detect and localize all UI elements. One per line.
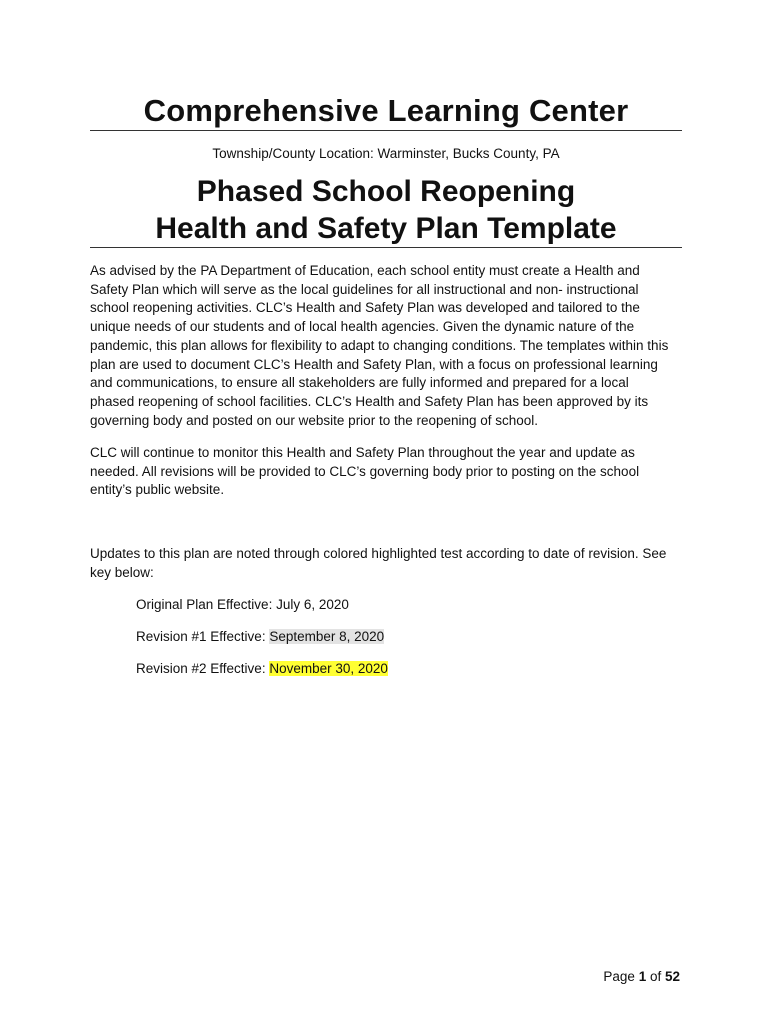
plan-title-line-1: Phased School Reopening <box>196 175 576 208</box>
revision-label: Original Plan Effective: <box>136 597 277 612</box>
revision-original <box>136 596 349 614</box>
monitoring-paragraph: CLC will continue to monitor this Health and Safety Plan throughout the year and update as needed. All revisions will be provided to CLC’s governing body prior to posting on the school entity’s public website. <box>90 445 640 498</box>
plan-title <box>90 173 682 247</box>
plan-title-line-2: Health and Safety Plan Template <box>155 212 617 245</box>
plan-title-divider <box>90 247 682 248</box>
updates-paragraph: Updates to this plan are noted through colored highlighted test according to date of revision. See key below: <box>90 546 667 580</box>
page-word: Page <box>603 969 639 984</box>
total-pages-number: 52 <box>664 969 680 984</box>
location-line: Township/County Location: Warminster, Bucks County, PA <box>212 146 560 161</box>
revision-2 <box>136 660 388 678</box>
organization-title: Comprehensive Learning Center <box>143 93 629 128</box>
revision-label: Revision #2 Effective: <box>136 661 270 676</box>
page-number-footer <box>603 968 680 986</box>
title-divider <box>90 130 682 131</box>
of-word: of <box>646 969 665 984</box>
revision-date: July 6, 2020 <box>276 597 349 612</box>
revision-date-highlighted: November 30, 2020 <box>269 661 388 676</box>
intro-paragraph: As advised by the PA Department of Education, each school entity must create a Health and Safety Plan which will serve as the local guidelines for all instructional and non- instructional school reopening activities. CLC’s Health and Safety Plan was developed and tailored to the unique needs of our students and of local health agencies. Given the dynamic nature of the pandemic, this plan allows for flexibility to adapt to changing conditions. The templates within this plan are used to document CLC’s Health and Safety Plan, with a focus on professional learning and communications, to ensure all stakeholders are fully informed and prepared for a local phased reopening of school facilities. CLC’s Health and Safety Plan has been approved by its governing body and posted on our website prior to the reopening of school. <box>90 263 669 428</box>
current-page-number: 1 <box>638 969 647 984</box>
revision-date-highlighted: September 8, 2020 <box>269 629 385 644</box>
revision-1 <box>136 628 384 646</box>
revision-label: Revision #1 Effective: <box>136 629 270 644</box>
